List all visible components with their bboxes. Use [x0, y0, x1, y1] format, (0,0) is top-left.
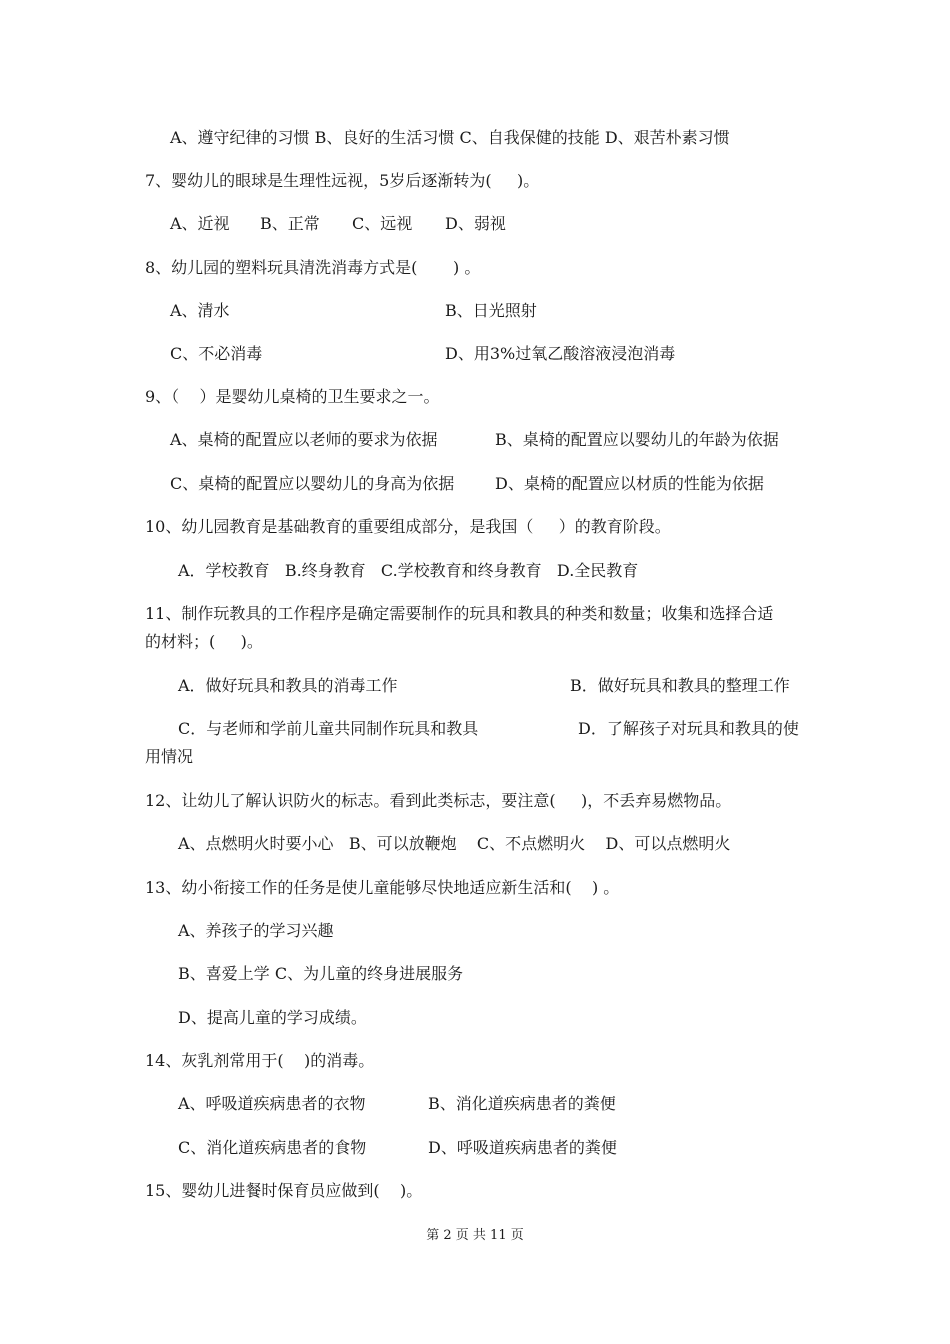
q14-option-c: C、消化道疾病患者的食物	[178, 1138, 367, 1157]
q7-option-d: D、弱视	[445, 214, 506, 233]
q14-option-b: B、消化道疾病患者的粪便	[428, 1094, 616, 1113]
q7-option-a: A、近视	[170, 214, 230, 233]
question-11-line-1: 11、制作玩教具的工作程序是确定需要制作的玩具和教具的种类和数量；收集和选择合适	[145, 604, 774, 623]
question-8: 8、幼儿园的塑料玩具清洗消毒方式是( ) 。	[145, 258, 481, 277]
question-7: 7、婴幼儿的眼球是生理性远视，5岁后逐渐转为( )。	[145, 171, 540, 190]
question-13: 13、幼小衔接工作的任务是使儿童能够尽快地适应新生活和( ) 。	[145, 878, 620, 897]
q13-option-d: D、提高儿童的学习成绩。	[178, 1008, 367, 1027]
question-9: 9、（ ）是婴幼儿桌椅的卫生要求之一。	[145, 387, 440, 406]
q8-option-b: B、日光照射	[445, 301, 537, 320]
q11-option-c: C．与老师和学前儿童共同制作玩具和教具	[178, 719, 479, 738]
q13-option-a: A、养孩子的学习兴趣	[178, 921, 334, 940]
question-15: 15、婴幼儿进餐时保育员应做到( )。	[145, 1181, 423, 1200]
q7-option-c: C、远视	[352, 214, 413, 233]
question-14: 14、灰乳剂常用于( )的消毒。	[145, 1051, 375, 1070]
q11-option-a: A．做好玩具和教具的消毒工作	[178, 676, 398, 695]
q11-option-d: D．了解孩子对玩具和教具的使	[578, 719, 799, 738]
q10-options: A．学校教育 B.终身教育 C.学校教育和终身教育 D.全民教育	[178, 561, 639, 580]
q11-option-d-continued: 用情况	[145, 747, 194, 766]
question-10: 10、幼儿园教育是基础教育的重要组成部分，是我国（ ）的教育阶段。	[145, 517, 671, 536]
q11-option-b: B．做好玩具和教具的整理工作	[570, 676, 790, 695]
question-12: 12、让幼儿了解认识防火的标志。看到此类标志，要注意( )，不丢弃易燃物品。	[145, 791, 732, 810]
question-11-line-2: 的材料；( )。	[145, 632, 263, 651]
page-number: 第 2 页 共 11 页	[426, 1228, 524, 1243]
q9-option-d: D、桌椅的配置应以材质的性能为依据	[495, 474, 764, 493]
q12-options: A、点燃明火时要小心 B、可以放鞭炮 C、不点燃明火 D、可以点燃明火	[178, 834, 731, 853]
q9-option-a: A、桌椅的配置应以老师的要求为依据	[170, 430, 438, 449]
q9-option-b: B、桌椅的配置应以婴幼儿的年龄为依据	[495, 430, 779, 449]
q8-option-d: D、用3%过氧乙酸溶液浸泡消毒	[445, 344, 676, 363]
q8-option-c: C、不必消毒	[170, 344, 263, 363]
q7-option-b: B、正常	[260, 214, 320, 233]
q6-options: A、遵守纪律的习惯 B、良好的生活习惯 C、自我保健的技能 D、艰苦朴素习惯	[170, 128, 730, 147]
q8-option-a: A、清水	[170, 301, 230, 320]
q9-option-c: C、桌椅的配置应以婴幼儿的身高为依据	[170, 474, 455, 493]
q14-option-d: D、呼吸道疾病患者的粪便	[428, 1138, 617, 1157]
q14-option-a: A、呼吸道疾病患者的衣物	[178, 1094, 366, 1113]
q13-options-b-c: B、喜爱上学 C、为儿童的终身进展服务	[178, 964, 464, 983]
